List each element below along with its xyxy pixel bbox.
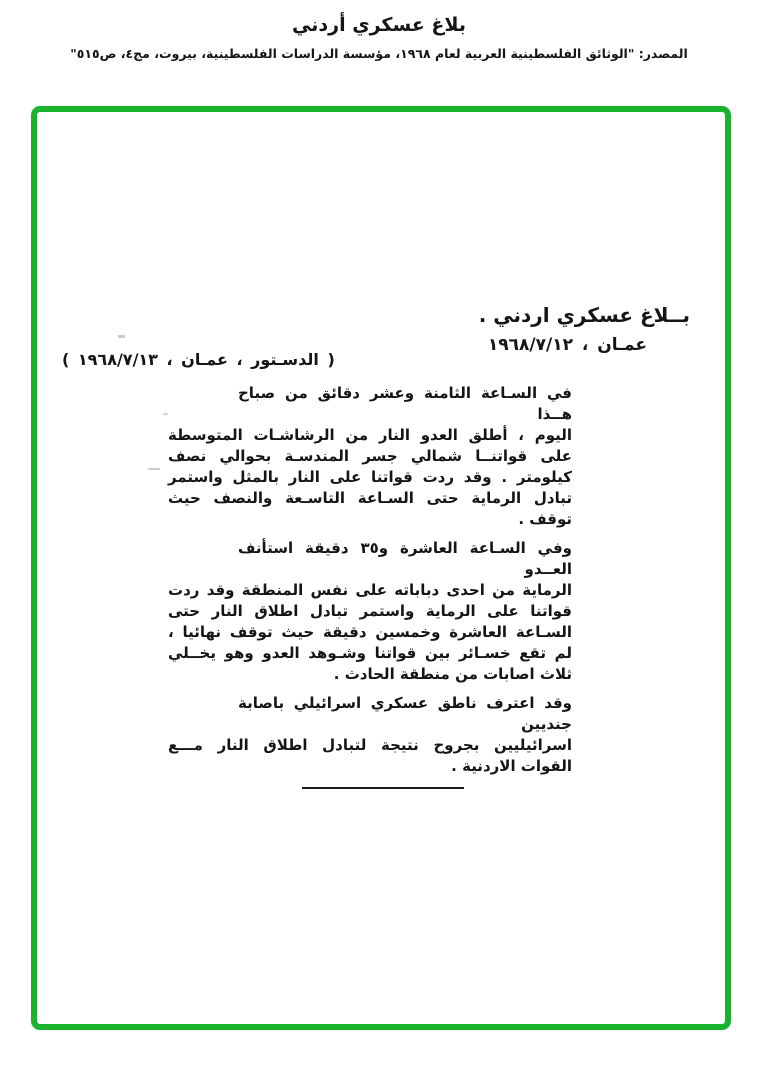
attribution: ( الدسـتور ، عمـان ، ١٩٦٨/٧/١٣ ) (62, 350, 335, 369)
scan-speck (163, 413, 168, 415)
scan-speck (148, 468, 160, 470)
page-title: بلاغ عسكري أردني (292, 14, 466, 36)
dateline: عمـان ، ١٩٦٨/٧/١٢ (487, 335, 647, 355)
paragraph: وقد اعترف ناطق عسكري اسرائيلي باصابة جنديين اسرائيليين بجروح نتيجة لتبادل اطلاق النار مـــع القوات الاردنية . (168, 694, 572, 775)
communique-body (168, 383, 572, 777)
divider-line (302, 787, 464, 789)
communique-title: بــلاغ عسكري اردني . (478, 303, 690, 327)
source-citation: المصدر: "الوثائق الفلسطينية العربية لعام ١٩٦٨، مؤسسة الدراسات الفلسطينية، بيروت، مج٤، ص٥١٥" (70, 46, 688, 61)
paragraph: في السـاعة الثامنة وعشر دقائق من صباح هــذا اليوم ، أطلق العدو النار من الرشاشـات المتوسطة على قواتنــا شمالي جسر المندسـة بحوالي نصف كيلومتر . وقد ردت قواتنا على النار بالمثل واستمر تبادل الرماية حتى السـاعة التاسـعة والنصف حيث توقف . (168, 384, 572, 528)
scan-speck (118, 335, 125, 338)
scan-frame (31, 106, 731, 1030)
paragraph: وفي السـاعة العاشرة و٣٥ دقيقة استأنف العــدو الرماية من احدى دباباته على نفس المنطقة وقد ردت قواتنا على الرماية واستمر تبادل اطلاق النار حتى السـاعة العاشرة وخمسين دقيقة حيث توقف نهائيا ، لم تقع خسـائر بين قواتنا وشـوهد العدو وهو يخــلي ثلاث اصابات من منطقة الحادث . (168, 539, 573, 683)
